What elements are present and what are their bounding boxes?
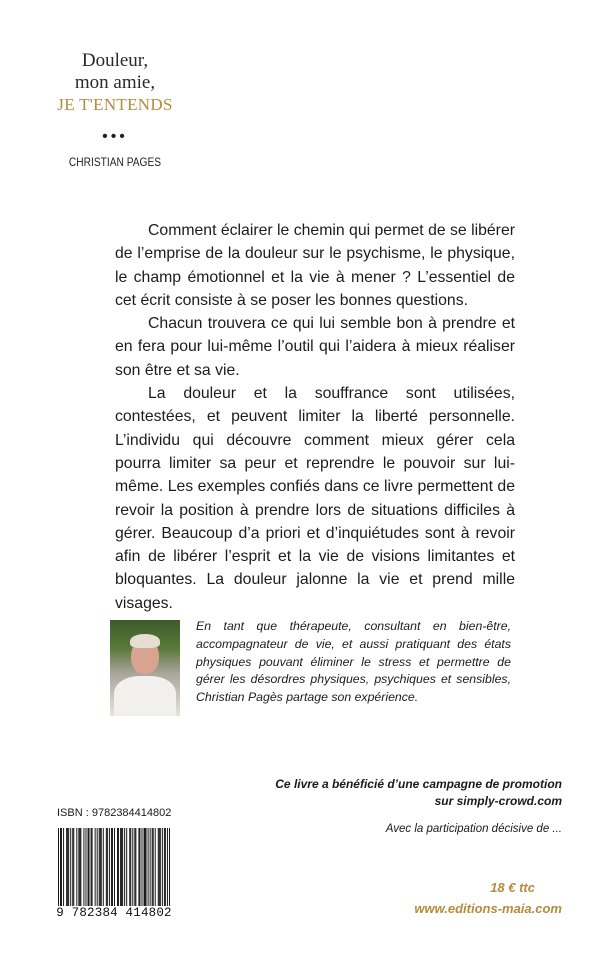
barcode-bar — [145, 828, 146, 906]
barcode-bar — [97, 828, 98, 906]
barcode-bar — [126, 828, 127, 906]
promo-notice — [250, 776, 562, 810]
barcode-bar — [66, 828, 67, 906]
barcode-bar — [169, 828, 170, 918]
barcode-bar — [76, 828, 77, 906]
publisher-website: www.editions-maia.com — [414, 901, 562, 916]
barcode-bar — [162, 828, 163, 906]
barcode-bar — [80, 828, 81, 906]
barcode-bar — [153, 828, 154, 906]
author-name: CHRISTIAN PAGES — [68, 155, 162, 169]
barcode-bar — [160, 828, 161, 906]
author-photo — [110, 620, 180, 716]
barcode-bar — [70, 828, 71, 906]
barcode-bar — [146, 828, 147, 906]
barcode-bar — [79, 828, 80, 906]
barcode-bar — [144, 828, 145, 906]
title-block — [50, 50, 180, 169]
barcode-bar — [150, 828, 151, 906]
barcode-bar — [89, 828, 90, 906]
barcode-bar — [130, 828, 131, 906]
barcode-bar — [152, 828, 153, 906]
barcode-bar — [135, 828, 136, 906]
barcode-bar — [167, 828, 168, 918]
book-title-line2: mon amie, — [74, 72, 156, 93]
isbn-label: ISBN : 9782384414802 — [57, 807, 172, 819]
promo-line-2: sur simply-crowd.com — [434, 794, 562, 808]
barcode-bar — [141, 828, 142, 906]
barcode-bar — [165, 828, 166, 906]
barcode-bar — [107, 828, 108, 906]
barcode — [58, 828, 170, 918]
book-title-line3: JE T'ENTENDS — [57, 95, 173, 114]
barcode-bar — [111, 828, 112, 906]
barcode-bar — [122, 828, 123, 906]
barcode-bar — [129, 828, 130, 906]
promo-line-1: Ce livre a bénéficié d’une campagne de promotion — [275, 777, 562, 791]
author-photo-hair — [130, 634, 160, 648]
barcode-bar — [63, 828, 64, 906]
barcode-bar — [159, 828, 160, 906]
barcode-bar — [85, 828, 86, 906]
barcode-bar — [72, 828, 73, 906]
barcode-bar — [58, 828, 59, 918]
barcode-bar — [60, 828, 61, 918]
barcode-digits: 9 782384 414802 — [56, 906, 172, 920]
barcode-bar — [73, 828, 74, 906]
barcode-bar — [148, 828, 149, 906]
barcode-bar — [92, 828, 93, 906]
back-cover-blurb — [115, 219, 515, 615]
barcode-bar — [99, 828, 100, 906]
author-bio: En tant que thérapeute, consultant en bien-être, accompagnateur de vie, et aussi pratiquant des états physiques pouvant éliminer le stress et permettre de gérer les désordres physiques, psychiques et sensibles, Christian Pagès partage son expérience. — [196, 619, 511, 705]
barcode-bar — [103, 828, 104, 906]
barcode-bar — [61, 828, 62, 906]
barcode-bar — [121, 828, 122, 906]
book-title-line1: Douleur, — [81, 50, 149, 71]
barcode-bar — [164, 828, 165, 906]
barcode-bar — [118, 828, 119, 906]
barcode-bar — [117, 828, 118, 906]
barcode-bar — [134, 828, 135, 906]
barcode-bar — [101, 828, 102, 906]
blurb-paragraph-1: Comment éclairer le chemin qui permet de se libérer de l’emprise de la douleur sur le psychisme, le physique, le champ émotionnel et la vie à mener ? L’essentiel de cet écrit consiste à se poser les bonnes questions. — [115, 222, 515, 309]
barcode-bar — [138, 828, 139, 906]
barcode-bar — [155, 828, 156, 906]
barcode-bar — [120, 828, 121, 906]
barcode-bar — [109, 828, 110, 906]
barcode-bar — [68, 828, 69, 906]
barcode-bar — [158, 828, 159, 906]
blurb-paragraph-3: La douleur et la souffrance sont utilisées, contestées, et peuvent limiter la liberté personnelle. L’individu qui découvre comment mieux gérer cela pourra limiter sa peur et reprendre le pouvoir sur lui-même. Les exemples confiés dans ce livre permettent de revoir la position à prendre lors de situations difficiles à gérer. Beaucoup d’a priori et d’inquiétudes sont à revoir afin de libérer l’esprit et la vie de visions limitantes et bloquantes. La douleur jalonne la vie et prend mille visages. — [115, 385, 515, 612]
barcode-bar — [78, 828, 79, 906]
ornament-dots: ••• — [102, 128, 128, 145]
barcode-bar — [114, 828, 115, 918]
barcode-bar — [139, 828, 140, 906]
barcode-bar — [67, 828, 68, 906]
author-photo-shirt — [114, 676, 176, 716]
barcode-bar — [124, 828, 125, 906]
price: 18 € ttc — [490, 880, 535, 895]
barcode-bar — [106, 828, 107, 906]
barcode-bar — [83, 828, 84, 906]
barcode-bar — [100, 828, 101, 906]
barcode-bar — [88, 828, 89, 906]
barcode-bar — [112, 828, 113, 918]
blurb-paragraph-2: Chacun trouvera ce qui lui semble bon à prendre et en fera pour lui-même l’outil qui l’aidera à mieux réaliser son être et sa vie. — [115, 315, 515, 379]
participation-note: Avec la participation décisive de ... — [385, 823, 562, 835]
barcode-bar — [95, 828, 96, 906]
barcode-bar — [91, 828, 92, 906]
barcode-bar — [132, 828, 133, 906]
